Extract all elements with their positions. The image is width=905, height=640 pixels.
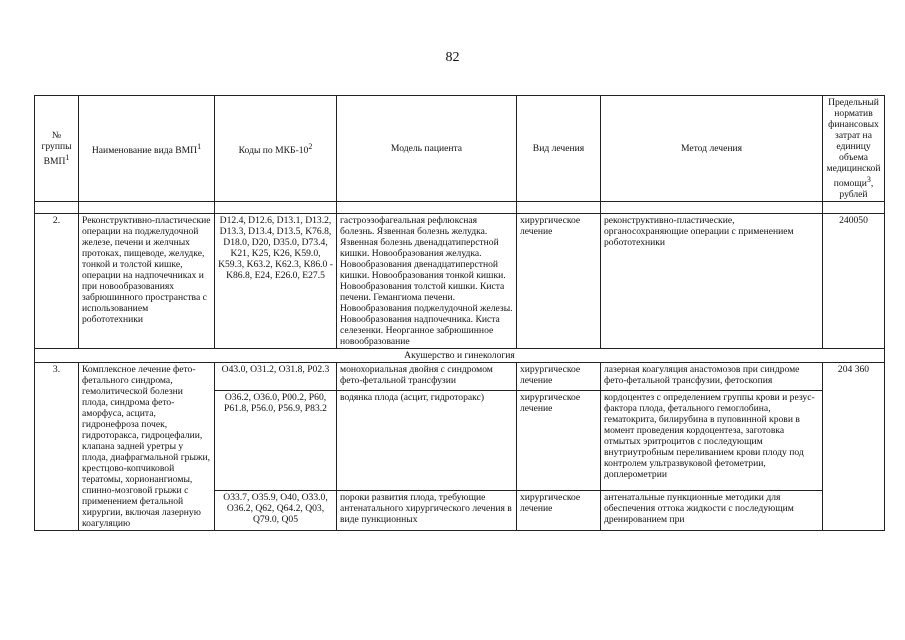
header-treatment-method: Метод лечения: [601, 96, 823, 202]
row-patient-model: пороки развития плода, требующие антенатального хирургического лечения в виде пункционных: [337, 491, 517, 531]
header-patient-model: Модель пациента: [337, 96, 517, 202]
section-row: [35, 349, 885, 363]
row-group-number: 3.: [35, 363, 79, 531]
row-vmp-name: Реконструктивно-пластические операции на поджелудочной железе, печени и желчных протоках, пищеводе, желудке, тонкой и толстой кишке, операции на надпочечниках и при новообразованиях забрюшинного пространства с использованием робототехники: [79, 214, 215, 349]
table-row: [35, 214, 885, 349]
header-vmp-name: Наименование вида ВМП$^1$: [79, 96, 215, 202]
row-treatment-type: хирургическое лечение: [517, 363, 601, 391]
vmp-table: [34, 95, 885, 531]
row-cost: 204 360: [823, 363, 885, 531]
row-treatment-type: хирургическое лечение: [517, 491, 601, 531]
page-number: 82: [445, 50, 460, 65]
table-header-row: [35, 96, 885, 202]
row-treatment-method: кордоцентез с определением группы крови и резус-фактора плода, фетального гемоглобина, гематокрита, билирубина в пуповинной крови в момент проведения кордоцентеза, заготовка отмытых эритроцитов с последующим внутриутробным переливанием крови плоду под контролем ультразвуковой фетометрии, доплерометрии: [601, 390, 823, 491]
header-cost-standard: Предельный норматив финансовых затрат на единицу объема медицинской помощи$^3$, рублей: [823, 96, 885, 202]
header-icd-codes: Коды по МКБ-$10^2$: [215, 96, 337, 202]
row-vmp-name: Комплексное лечение фето-фетального синдрома, гемолитической болезни плода, синдрома фето-аморфуса, асцита, гидронефроза почек, гидроторакса, гидроцефалии, клапана задней уретры у плода, диафрагмальной грыжи, крестцово-копчиковой тератомы, хорионангиомы, спинно-мозговой грыжи с применением фетальной хирургии, включая лазерную коагуляцию: [79, 363, 215, 531]
row-treatment-method: лазерная коагуляция анастомозов при синдроме фето-фетальной трансфузии, фетоскопия: [601, 363, 823, 391]
row-treatment-type: хирургическое лечение: [517, 214, 601, 349]
row-group-number: 2.: [35, 214, 79, 349]
section-title: Акушерство и гинекология: [35, 349, 885, 363]
row-icd-codes: O36.2, O36.0, P00.2, P60, P61.8, P56.0, P56.9, P83.2: [215, 390, 337, 491]
header-treatment-type: Вид лечения: [517, 96, 601, 202]
table-row: [35, 363, 885, 391]
row-patient-model: монохориальная двойня с синдромом фето-фетальной трансфузии: [337, 363, 517, 391]
row-icd-codes: O43.0, O31.2, O31.8, P02.3: [215, 363, 337, 391]
row-cost: 240050: [823, 214, 885, 349]
row-patient-model: водянка плода (асцит, гидроторакс): [337, 390, 517, 491]
header-group-number: № группы ВМП$^1$: [35, 96, 79, 202]
row-icd-codes: O33.7, O35.9, O40, O33.0, O36.2, Q62, Q64.2, Q03, Q79.0, Q05: [215, 491, 337, 531]
row-treatment-method: антенатальные пункционные методики для обеспечения оттока жидкости с последующим дренированием при: [601, 491, 823, 531]
table-spacer-row: [35, 202, 885, 214]
row-icd-codes: D12.4, D12.6, D13.1, D13.2, D13.3, D13.4, D13.5, K76.8, D18.0, D20, D35.0, D73.4, K21, K25, K26, K59.0, K59.3, K63.2, K62.3, K86.0 - K86.8, E24, E26.0, E27.5: [215, 214, 337, 349]
row-treatment-method: реконструктивно-пластические, органосохраняющие операции с применением робототехники: [601, 214, 823, 349]
row-treatment-type: хирургическое лечение: [517, 390, 601, 491]
row-patient-model: гастроэзофагеальная рефлюксная болезнь. Язвенная болезнь желудка. Язвенная болезнь двенадцатиперстной кишки. Новообразования желудка. Новообразования двенадцатиперстной кишки. Новообразования тонкой кишки. Новообразования толстой кишки. Киста печени. Гемангиома печени. Новообразования поджелудочной железы. Новообразования надпочечника. Киста селезенки. Неорганное забрюшинное новообразование: [337, 214, 517, 349]
